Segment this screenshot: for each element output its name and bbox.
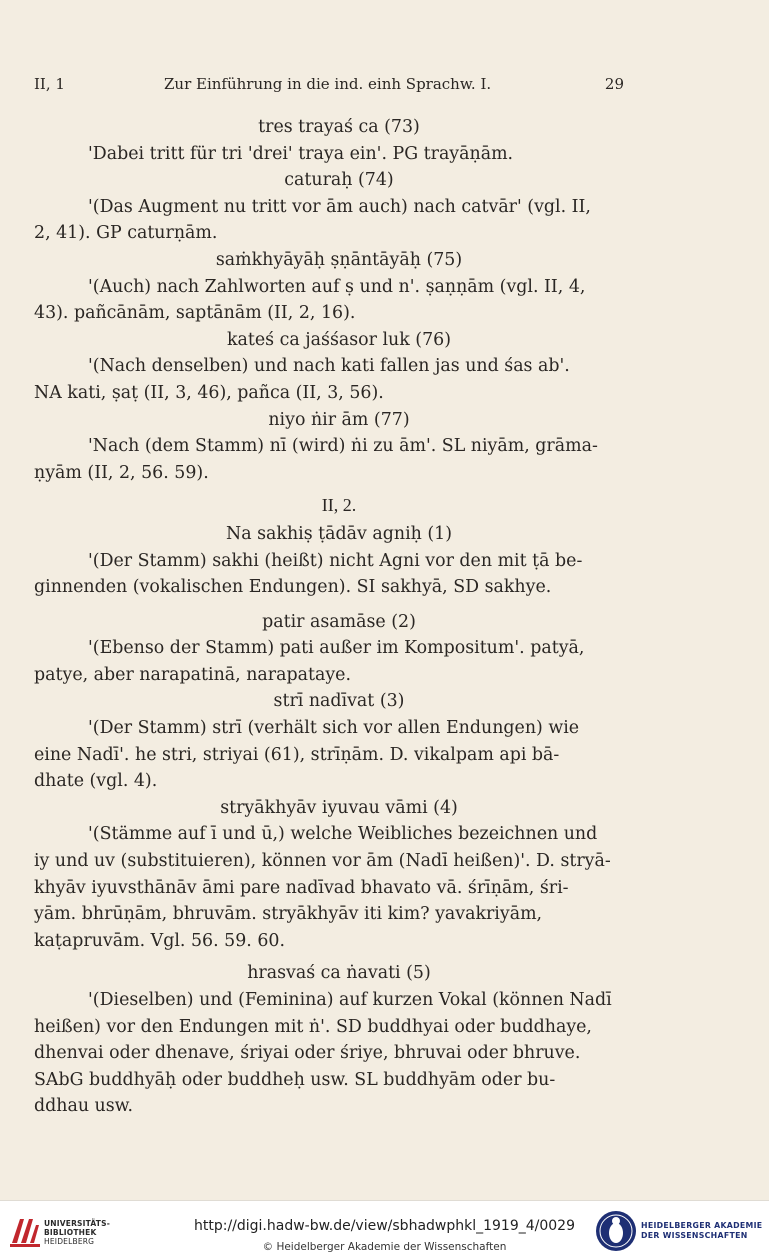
text-line: '(Auch) nach Zahlworten auf ṣ und n'. ṣaṇṇām (vgl. II, 4, [88, 276, 586, 297]
text-line: iy und uv (substituieren), können vor ām (Nadī heißen)'. D. stryā- [34, 851, 611, 872]
text-line: '(Nach denselben) und nach kati fallen jas und śas ab'. [88, 356, 570, 377]
sutra-3: strī nadīvat (3) [273, 691, 405, 712]
commentary-77 [34, 433, 626, 486]
commentary-3 [34, 715, 626, 795]
text-line: kaṭapruvām. Vgl. 56. 59. 60. [34, 930, 285, 951]
text-line: '(Dieselben) und (Feminina) auf kurzen Vokal (können Nadī [88, 990, 612, 1010]
text-line: dhate (vgl. 4). [34, 771, 158, 792]
commentary-4 [34, 821, 626, 954]
text-line: SAbG buddhyāḥ oder buddheḥ usw. SL buddhyām oder bu- [34, 1069, 556, 1090]
sutra-76: kateś ca jaśśasor luk (76) [226, 329, 451, 350]
text-line: 'Dabei tritt für tri 'drei' traya ein'. PG trayāṇām. [88, 143, 514, 164]
permalink-url[interactable]: http://digi.hadw-bw.de/view/sbhadwphkl_1919_4/0029 [193, 1218, 575, 1234]
section-heading: II, 2. [321, 495, 357, 516]
text-line: dhenvai oder dhenave, śriyai oder śriye, bhruvai oder bhruve. [34, 1043, 581, 1064]
text-line: heißen) vor den Endungen mit ṅ'. SD buddhyai oder buddhaye, [34, 1016, 592, 1037]
text-line: eine Nadī'. he stri, striyai (61), strīṇām. D. vikalpam api bā- [34, 744, 560, 765]
text-line: 43). pañcānām, saptānām (II, 2, 16). [34, 303, 356, 324]
commentary-73 [34, 141, 626, 168]
text-line: '(Stämme auf ī und ū,) welche Weibliches bezeichnen und [88, 824, 598, 845]
text-line: '(Der Stamm) sakhi (heißt) nicht Agni vor den mit ṭā be- [88, 550, 583, 571]
text-line: khyāv iyuvsthānāv āmi pare nadīvad bhavato vā. śrīṇām, śri- [34, 877, 569, 898]
library-name: UNIVERSITÄTS- BIBLIOTHEK HEIDELBERG [44, 1219, 111, 1246]
academy-name: HEIDELBERGER AKADEMIE DER WISSENSCHAFTEN [641, 1221, 763, 1240]
page-body [34, 114, 626, 1120]
text-line: ṇyām (II, 2, 56. 59). [34, 462, 209, 483]
running-header [34, 75, 624, 97]
sutra-74: caturaḥ (74) [284, 170, 394, 191]
header-section-ref: II, 1 [34, 75, 65, 93]
text-line: patye, aber narapatinā, narapataye. [34, 664, 351, 685]
copyright-notice: © Heidelberger Akademie der Wissenschaften [262, 1241, 507, 1253]
text-line: ddhau usw. [34, 1096, 134, 1117]
text-line: '(Das Augment nu tritt vor ām auch) nach catvār' (vgl. II, [88, 196, 591, 217]
text-line: 'Nach (dem Stamm) nī (wird) ṅi zu ām'. SL niyām, grāma- [88, 436, 598, 457]
header-title: Zur Einführung in die ind. einh Sprachw. I. [164, 75, 492, 93]
sutra-4: stryākhyāv iyuvau vāmi (4) [220, 797, 458, 818]
sutra-2: patir asamāse (2) [262, 611, 416, 632]
sutra-77: niyo ṅir ām (77) [268, 409, 410, 430]
text-line: ginnenden (vokalischen Endungen). SI sakhyā, SD sakhye. [34, 577, 552, 598]
commentary-1 [34, 548, 626, 601]
commentary-2 [34, 635, 626, 688]
commentary-5 [34, 987, 626, 1120]
sutra-73: tres trayaś ca (73) [258, 117, 420, 137]
text-line: yām. bhrūṇām, bhruvām. stryākhyāv iti kim? yavakriyām, [34, 904, 543, 925]
text-line: 2, 41). GP caturṇām. [34, 223, 218, 244]
commentary-75 [34, 274, 626, 327]
sutra-75: saṁkhyāyāḥ ṣṇāntāyāḥ (75) [215, 249, 463, 270]
page-number: 29 [604, 75, 624, 93]
commentary-74 [34, 194, 626, 247]
sutra-1: Na sakhiṣ ṭādāv agniḥ (1) [226, 523, 452, 544]
text-line: '(Der Stamm) strī (verhält sich vor allen Endungen) wie [88, 718, 580, 739]
commentary-76 [34, 353, 626, 406]
text-line: NA kati, ṣaṭ (II, 3, 46), pañca (II, 3, 56). [34, 382, 384, 403]
viewer-footer [0, 1200, 769, 1260]
text-line: '(Ebenso der Stamm) pati außer im Kompositum'. patyā, [88, 638, 585, 659]
sutra-5: hrasvaś ca ṅavati (5) [247, 963, 431, 984]
academy-seal-icon [594, 1209, 638, 1253]
